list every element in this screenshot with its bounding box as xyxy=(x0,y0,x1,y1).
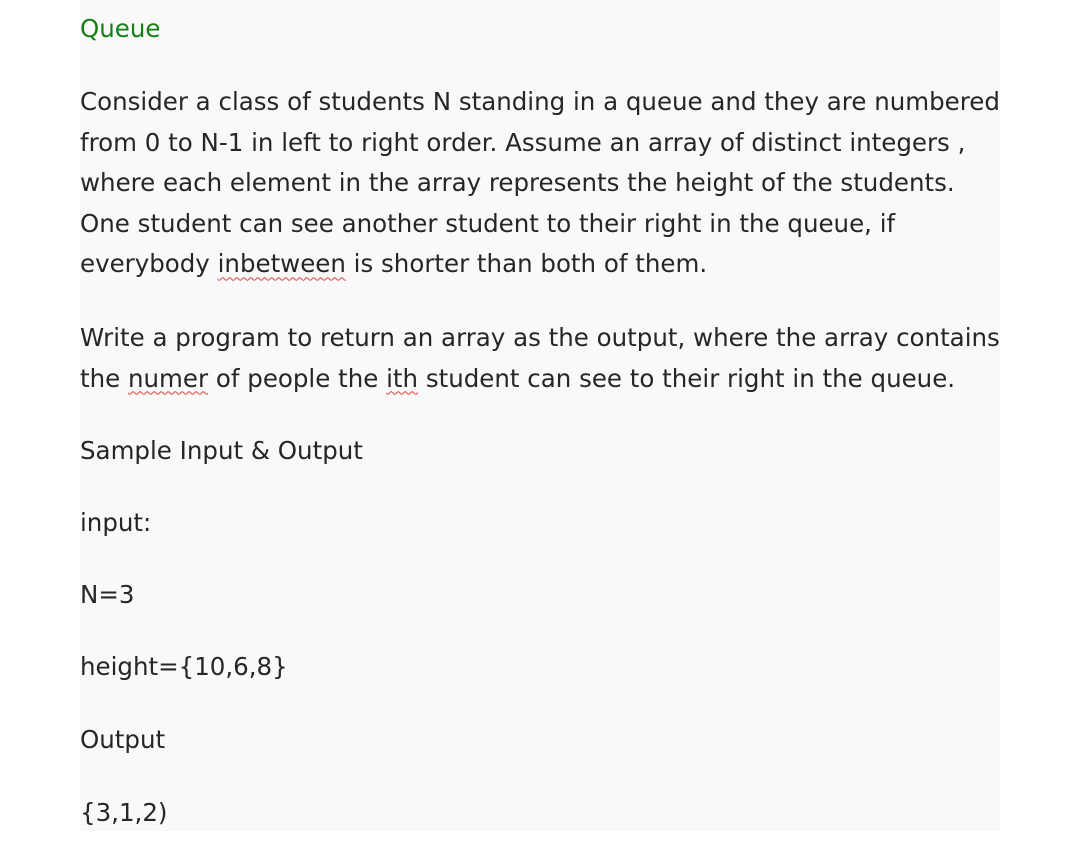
spellcheck-word-inbetween[interactable]: inbetween xyxy=(217,249,346,279)
input-label: input: xyxy=(80,508,152,537)
n-value-line: N=3 xyxy=(80,580,135,609)
height-array-line: height={10,6,8} xyxy=(80,652,288,681)
intro-text-part1: Consider a class of students N standing in a queue and they are numbered from 0 to N-1 in left to right order. Assume an array of distinct integers , where each element in the array represents the height of the students. One student can see another student to their right in the queue, if everybody xyxy=(80,87,1000,279)
task-text-part1: Write a program to return an array as the output, where the array contains the xyxy=(80,323,1000,393)
document-body xyxy=(80,0,1000,831)
task-text-part2: of people the xyxy=(208,363,387,393)
output-array-line: {3,1,2) xyxy=(80,798,168,827)
intro-text-part2: is shorter than both of them. xyxy=(345,249,708,279)
task-paragraph xyxy=(80,318,1000,399)
intro-paragraph xyxy=(80,82,1000,285)
document-title: Queue xyxy=(80,14,161,43)
spellcheck-word-ith[interactable]: ith xyxy=(386,363,419,393)
sample-heading: Sample Input & Output xyxy=(80,436,363,465)
spellcheck-word-numer[interactable]: numer xyxy=(128,363,209,393)
task-text-part3: student can see to their right in the queue. xyxy=(418,363,956,393)
output-label: Output xyxy=(80,725,166,754)
